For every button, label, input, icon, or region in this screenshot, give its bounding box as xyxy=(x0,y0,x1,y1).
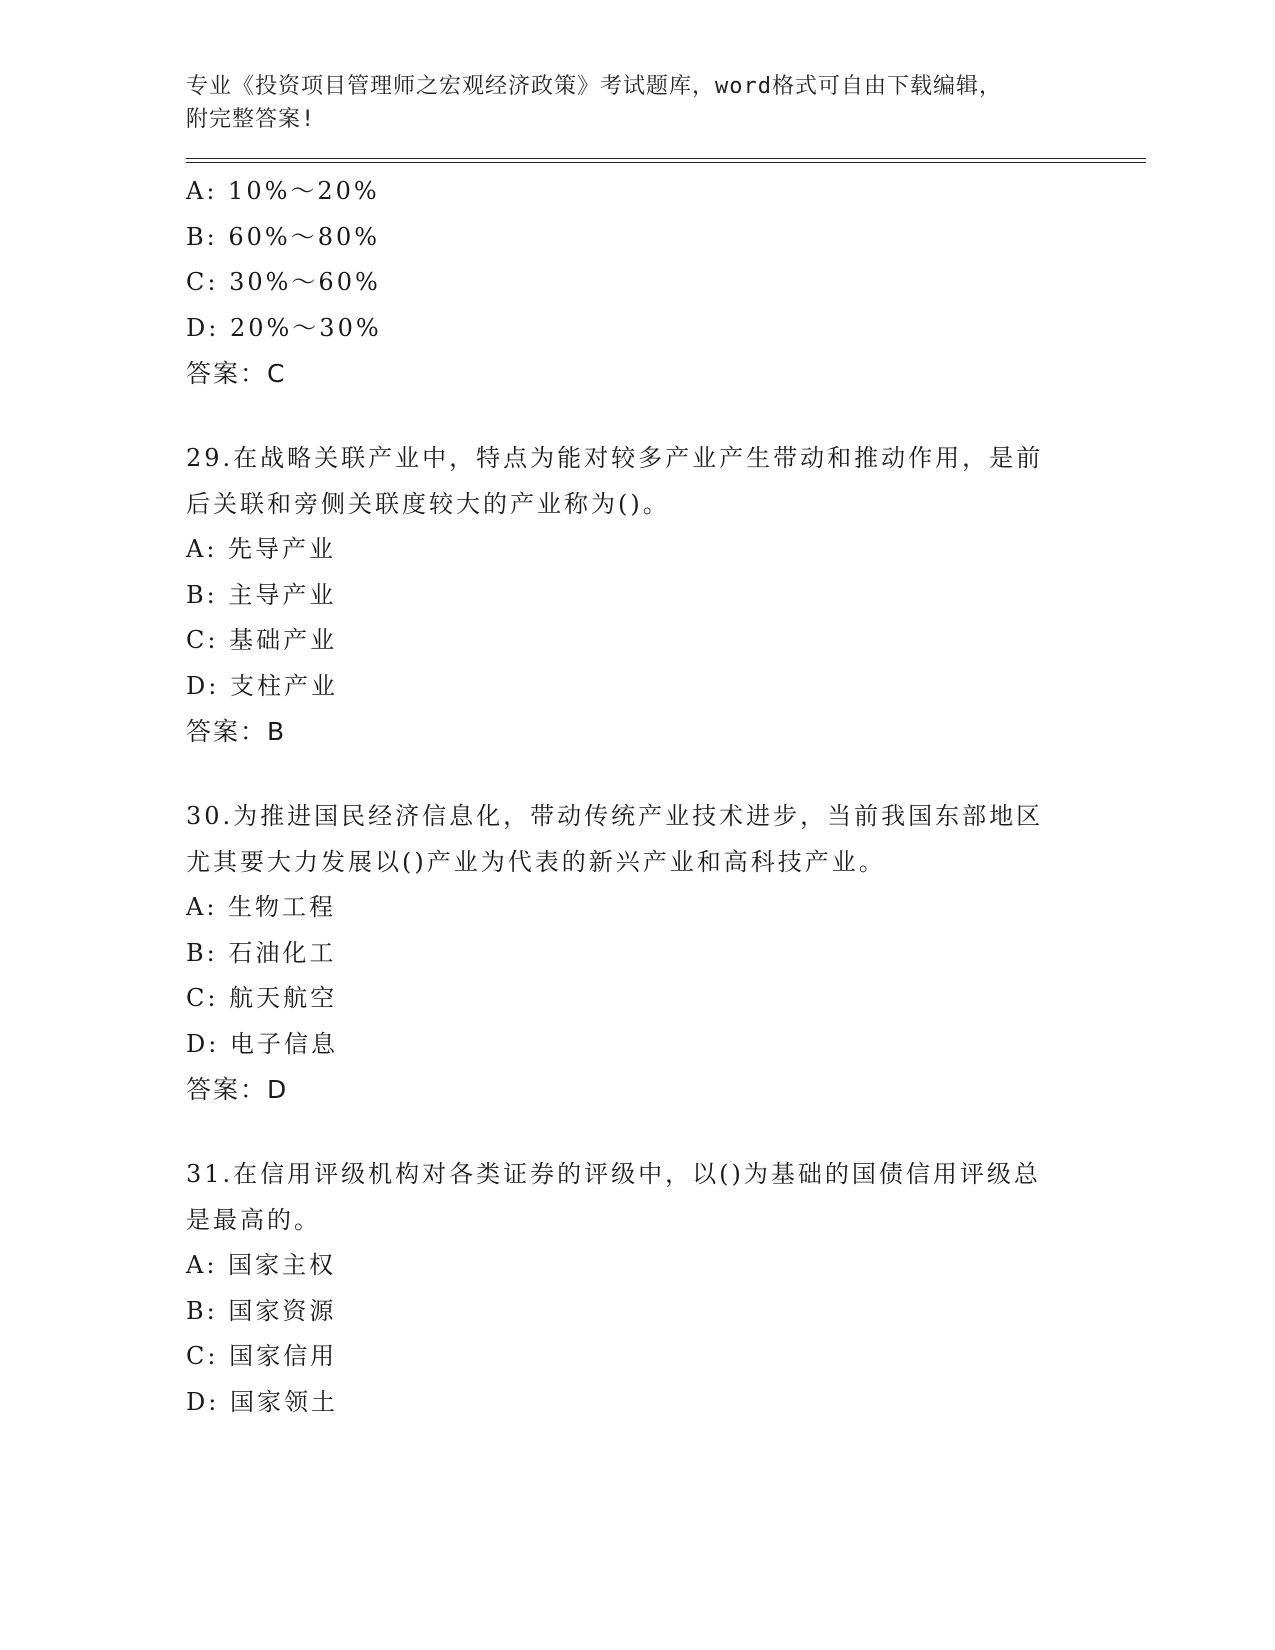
option-b: B: 石油化工 xyxy=(186,938,337,967)
option-a: A: 生物工程 xyxy=(186,893,337,921)
option-a: A: 先导产业 xyxy=(186,535,337,563)
question-29 xyxy=(186,436,1146,754)
answer-line: 答案：D xyxy=(186,1075,289,1104)
header-line-2: 附完整答案! xyxy=(186,107,316,132)
question-30 xyxy=(186,794,1146,1112)
option-b: B: 60%～80% xyxy=(186,222,381,251)
question-stem: 31.在信用评级机构对各类证券的评级中，以()为基础的国债信用评级总是最高的。 xyxy=(186,1160,1041,1234)
option-a: A: 10%～20% xyxy=(186,177,380,205)
question-stem: 29.在战略关联产业中，特点为能对较多产业产生带动和推动作用，是前后关联和旁侧关联度较大的产业称为()。 xyxy=(186,444,1044,518)
option-c: C: 航天航空 xyxy=(186,984,338,1012)
prev-question-block xyxy=(186,169,1146,396)
option-c: C: 基础产业 xyxy=(186,626,338,654)
option-b: B: 主导产业 xyxy=(186,580,337,609)
option-d: D: 国家领土 xyxy=(186,1387,338,1416)
option-c: C: 国家信用 xyxy=(186,1342,338,1370)
option-d: D: 支柱产业 xyxy=(186,671,338,700)
option-d: D: 20%～30% xyxy=(186,313,382,342)
document-header xyxy=(186,70,1066,136)
answer-line: 答案：C xyxy=(186,359,287,388)
header-divider xyxy=(186,158,1146,163)
option-b: B: 国家资源 xyxy=(186,1296,337,1325)
answer-line: 答案：B xyxy=(186,717,287,746)
option-c: C: 30%～60% xyxy=(186,268,381,296)
header-line-1: 专业《投资项目管理师之宏观经济政策》考试题库，word格式可自由下载编辑， xyxy=(186,74,1002,99)
option-a: A: 国家主权 xyxy=(186,1251,337,1279)
question-31 xyxy=(186,1152,1146,1425)
question-stem: 30.为推进国民经济信息化，带动传统产业技术进步，当前我国东部地区尤其要大力发展以()产业为代表的新兴产业和高科技产业。 xyxy=(186,802,1044,876)
document-page xyxy=(186,70,1146,1425)
option-d: D: 电子信息 xyxy=(186,1029,338,1058)
